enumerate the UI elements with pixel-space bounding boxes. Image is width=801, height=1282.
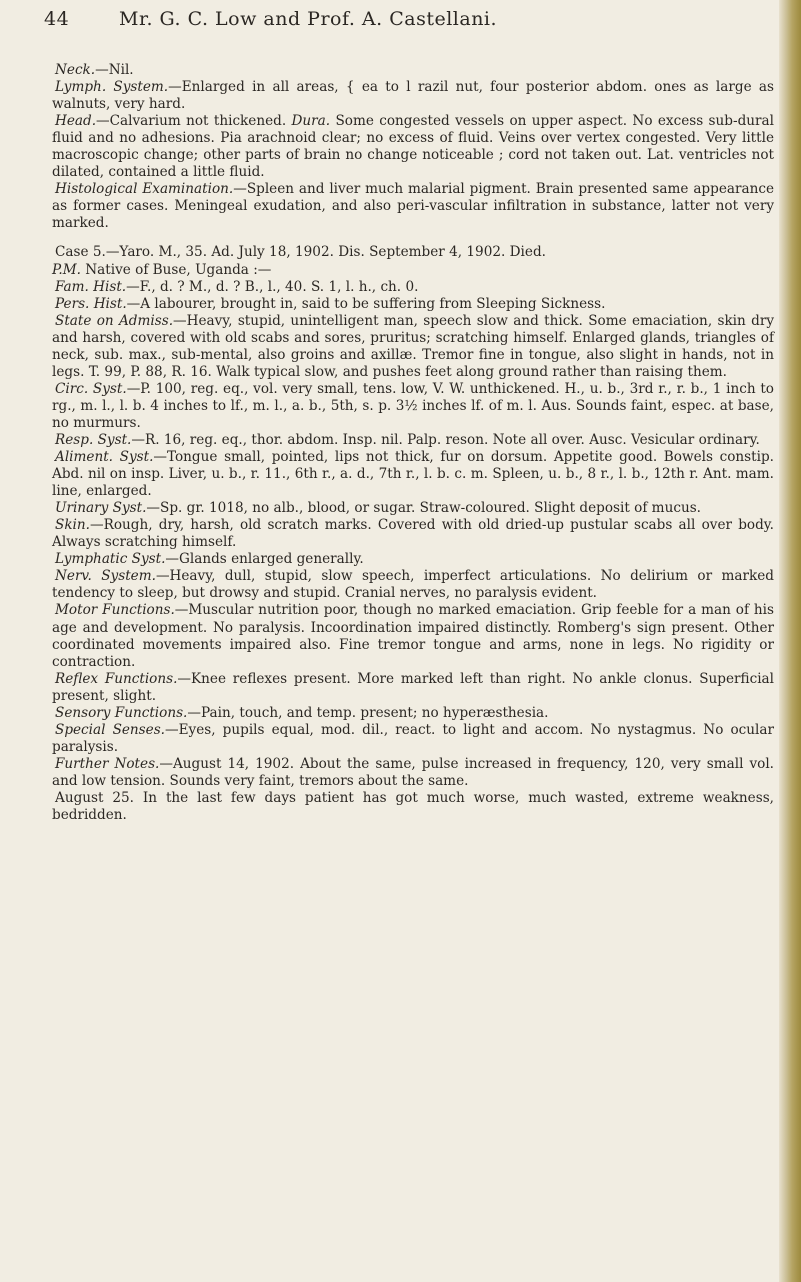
subheading: Aliment. Syst. — [55, 449, 154, 466]
subheading: Special Senses. — [55, 721, 166, 738]
case-section — [52, 500, 774, 517]
subheading: Lymphatic Syst. — [55, 551, 166, 568]
subheading: State on Admiss. — [55, 312, 174, 329]
case-section — [52, 602, 774, 670]
case-section — [52, 432, 774, 449]
paragraph-text: August 25. In the last few days patient has got much worse, much wasted, extreme weakness, bedridden. — [52, 789, 774, 824]
paragraph-text: —Enlarged in all areas, { ea to l razil nut, four posterior abdom. ones as large as walnuts, very hard. — [52, 79, 774, 113]
paragraph-text: —Pain, touch, and temp. present; no hyperæsthesia. — [187, 704, 549, 721]
page-number: 44 — [44, 8, 70, 30]
case-section — [52, 756, 774, 790]
subheading: Lymph. System. — [55, 79, 169, 96]
subheading: Sensory Functions. — [55, 704, 188, 721]
case-section — [52, 722, 774, 756]
subheading: Histological Examination. — [55, 181, 234, 198]
paragraph-text: —August 14, 1902. About the same, pulse increased in frequency, 120, very small vol. and low tension. Sounds very faint, tremors about the same. — [52, 755, 774, 789]
page-edge — [779, 0, 801, 1282]
paragraph-lymph — [52, 79, 774, 113]
paragraph-text: —Eyes, pupils equal, mod. dil., react. to light and accom. No nystagmus. No ocular paralysis. — [52, 721, 774, 755]
subheading: Neck. — [55, 62, 96, 78]
subheading: Nerv. System. — [55, 568, 156, 585]
page-header — [44, 8, 744, 38]
paragraph-text: Some congested vessels on upper aspect. No excess sub-dural fluid and no adhesions. Pia arachnoid clear; no excess of fluid. Veins over vertex congested. Very little macroscopic change; other parts of brain no change noticeable ; cord not taken out. Lat. ventricles not dilated, contained a little fluid. — [52, 113, 774, 181]
case-section — [52, 449, 774, 500]
subheading: Resp. Syst. — [55, 431, 132, 448]
pm-text: Native of Buse, Uganda :— — [80, 261, 272, 278]
case-section — [52, 381, 774, 432]
subheading: Pers. Hist. — [55, 295, 127, 312]
paragraph-text: —R. 16, reg. eq., thor. abdom. Insp. nil. Palp. reson. Note all over. Ausc. Vesicular ordinary. — [131, 431, 760, 448]
subheading: Dura. — [291, 113, 331, 130]
case-section — [52, 671, 774, 705]
paragraph-text: —Nil. — [95, 62, 134, 78]
case-heading — [52, 244, 774, 278]
paragraph-text: —P. 100, reg. eq., vol. very small, tens. low, V. W. unthickened. H., u. b., 3rd r., r. b., 1 inch to rg., m. l., l. b. 4 inches to lf., m. l., a. b., 5th, s. p. 3½ inches lf. of m. l. Aus. Sounds faint, espec. at base, no murmurs. — [52, 380, 774, 431]
paragraph-head — [52, 113, 774, 181]
subheading: Head. — [55, 113, 97, 130]
subheading: Skin. — [55, 517, 90, 534]
paragraph-text: —Sp. gr. 1018, no alb., blood, or sugar. Straw-coloured. Slight deposit of mucus. — [146, 500, 701, 517]
running-head: Mr. G. C. Low and Prof. A. Castellani. — [119, 8, 498, 30]
paragraph-text: —A labourer, brought in, said to be suffering from Sleeping Sickness. — [126, 295, 606, 312]
case-section — [52, 790, 774, 824]
paragraph-text: —Tongue small, pointed, lips not thick, fur on dorsum. Appetite good. Bowels constip. Abd. nil on insp. Liver, u. b., r. 11., 6th r., a. d., 7th r., l. b. c. m. Spleen, u. b., 8 r., l. b., 12th r. Ant. mam. line, enlarged. — [52, 449, 774, 500]
paragraph-text: —Heavy, stupid, unintelligent man, speech slow and thick. Some emaciation, skin dry and harsh, covered with old scabs and sores, pruritus; scratching himself. Enlarged glands, triangles of neck, sub. max., sub-mental, also groins and axillæ. Tremor fine in tongue, also slight in hands, not in legs. T. 99, P. 88, R. 16. Walk typical slow, and pushes feet along ground rather than raising them. — [52, 312, 774, 380]
page-body — [52, 62, 774, 824]
paragraph-text: —Glands enlarged generally. — [165, 551, 364, 568]
case-section — [52, 296, 774, 313]
case-section — [52, 279, 774, 296]
subheading: Reflex Functions. — [55, 670, 178, 687]
paragraph-text: —Muscular nutrition poor, though no marked emaciation. Grip feeble for a man of his age and development. No paralysis. Incoordination impaired distinctly. Romberg's sign present. Other coordinated movements impaired also. Fine tremor tongue and arms, none in legs. No rigidity or contraction. — [52, 602, 775, 670]
subheading: Motor Functions. — [55, 602, 175, 619]
paragraph-text: —Calvarium not thickened. — [96, 113, 292, 130]
case-section — [52, 517, 774, 551]
paragraph-text: —Heavy, dull, stupid, slow speech, imperfect articulations. No delirium or marked tendency to sleep, but drowsy and stupid. Cranial nerves, no paralysis evident. — [52, 568, 774, 602]
case-sections — [52, 279, 774, 825]
paragraph-histology — [52, 181, 774, 232]
case-section — [52, 551, 774, 568]
subheading: Urinary Syst. — [55, 500, 147, 517]
paragraph-text: —Knee reflexes present. More marked left than right. No ankle clonus. Superficial present, slight. — [52, 670, 774, 704]
paragraph-neck — [52, 62, 774, 79]
case-section — [52, 313, 774, 381]
case-heading-text: Case 5.—Yaro. M., 35. Ad. July 18, 1902. Dis. September 4, 1902. Died. — [55, 244, 546, 261]
paragraph-text: —Spleen and liver much malarial pigment. Brain presented same appearance as former cases. Meningeal exudation, and also peri-vascular infiltration in substance, latter not very marked. — [52, 181, 775, 232]
subheading: Fam. Hist. — [55, 278, 127, 295]
case-section — [52, 705, 774, 722]
case-section — [52, 568, 774, 602]
paragraph-text: —F., d. ? M., d. ? B., l., 40. S. 1, l. h., ch. 0. — [126, 278, 419, 295]
pm-label: P.M. — [52, 261, 81, 278]
subheading: Circ. Syst. — [55, 380, 127, 397]
subheading: Further Notes. — [55, 755, 160, 772]
paragraph-text: —Rough, dry, harsh, old scratch marks. Covered with old dried-up pustular scabs all over body. Always scratching himself. — [52, 517, 774, 551]
